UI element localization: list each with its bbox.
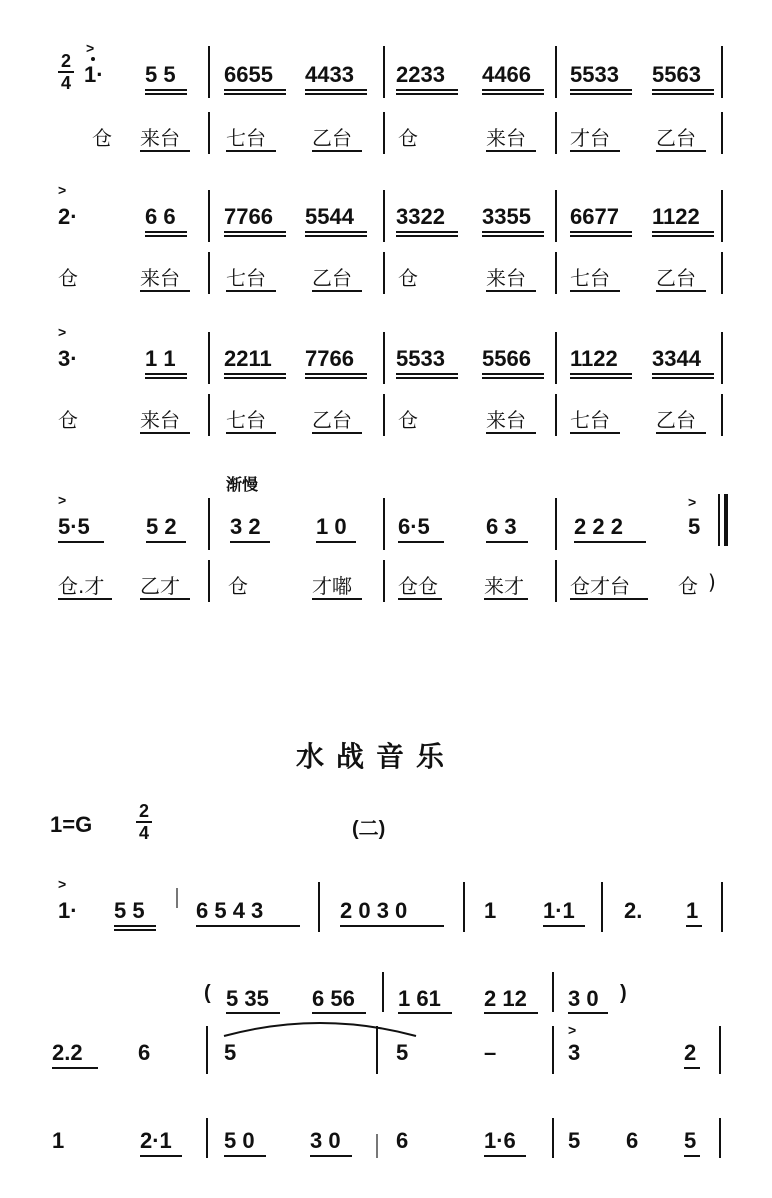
percussion: 乙台 <box>312 126 352 150</box>
time-signature <box>58 52 74 92</box>
percussion: 仓 <box>92 126 112 150</box>
percussion: 来台 <box>140 266 180 290</box>
note: 2233 <box>396 62 445 87</box>
percussion: 来台 <box>486 266 526 290</box>
note: 6677 <box>570 204 619 229</box>
key-signature: 1=G <box>50 812 93 837</box>
percussion: 乙台 <box>656 408 696 432</box>
percussion: 七台 <box>570 266 610 290</box>
note: 1·1 <box>543 898 575 923</box>
open-paren: ( <box>204 982 211 1004</box>
accent-mark: > <box>86 40 95 56</box>
note: 1·6 <box>484 1128 516 1153</box>
closing-paren: ) <box>708 570 716 594</box>
percussion: 乙才 <box>140 574 180 598</box>
percussion: 七台 <box>570 408 610 432</box>
percussion: 七台 <box>226 126 266 150</box>
note: 2 12 <box>484 986 527 1011</box>
accent-mark: > <box>58 492 67 508</box>
note: 5533 <box>570 62 619 87</box>
accent-mark: > <box>568 1022 577 1038</box>
note: 5 <box>688 514 701 539</box>
percussion: 仓 <box>398 266 418 290</box>
percussion: 七台 <box>226 266 266 290</box>
note: 2· <box>58 204 78 229</box>
percussion: 七台 <box>226 408 266 432</box>
note: 1 61 <box>398 986 441 1011</box>
note: 2211 <box>224 346 272 371</box>
section-title: 水战音乐 <box>296 740 457 773</box>
note: 6 6 <box>145 204 176 229</box>
note: 5533 <box>396 346 445 371</box>
note: 2 0 3 0 <box>340 898 408 923</box>
note: 5 <box>568 1128 581 1153</box>
percussion: 仓 <box>398 408 418 432</box>
note: 5 5 <box>145 62 176 87</box>
accent-mark: > <box>58 876 67 892</box>
note: 6655 <box>224 62 273 87</box>
close-paren: ) <box>620 982 627 1004</box>
percussion: 仓 <box>58 408 78 432</box>
note: 2. <box>624 898 643 923</box>
percussion: 仓 <box>228 574 248 598</box>
note: 1 0 <box>316 514 347 539</box>
percussion: 仓仓 <box>398 574 438 598</box>
note: 3 0 <box>310 1128 341 1153</box>
percussion: 来台 <box>486 408 526 432</box>
percussion: 仓才台 <box>570 574 630 598</box>
percussion: 乙台 <box>656 266 696 290</box>
percussion: 乙台 <box>312 408 352 432</box>
note: 3 <box>568 1040 581 1065</box>
note: 1 <box>686 898 699 923</box>
section-number: (二) <box>352 818 386 840</box>
time-sig-num: 2 <box>60 51 71 71</box>
note: 3· <box>58 346 78 371</box>
percussion: 来台 <box>140 408 180 432</box>
note: 5566 <box>482 346 531 371</box>
note: 5 <box>224 1040 237 1065</box>
slur-mark <box>220 1016 420 1040</box>
percussion: 来台 <box>486 126 526 150</box>
note: 1· <box>58 898 78 923</box>
note: 3 2 <box>230 514 261 539</box>
time-sig-den: 4 <box>60 73 71 93</box>
percussion: 仓 <box>58 266 78 290</box>
percussion: 来才 <box>484 574 524 598</box>
note: 7766 <box>305 346 354 371</box>
note: 3 0 <box>568 986 599 1011</box>
note: 5·5 <box>58 514 90 539</box>
note: 3322 <box>396 204 445 229</box>
note: 5 0 <box>224 1128 255 1153</box>
note: 1· <box>84 62 104 87</box>
dash: – <box>484 1040 497 1065</box>
note: 4433 <box>305 62 354 87</box>
accent-mark: > <box>58 182 67 198</box>
note: 2.2 <box>52 1040 83 1065</box>
percussion: 仓 <box>398 126 418 150</box>
note: 1 1 <box>145 346 176 371</box>
note: 6·5 <box>398 514 430 539</box>
note: 1122 <box>652 204 700 229</box>
percussion: 仓.才 <box>58 574 105 598</box>
note: 2·1 <box>140 1128 172 1153</box>
note: 6 5 4 3 <box>196 898 264 923</box>
percussion: 才嘟 <box>312 574 352 598</box>
note: 6 <box>626 1128 639 1153</box>
note: 5 <box>684 1128 697 1153</box>
note: 5 5 <box>114 898 145 923</box>
note: 6 3 <box>486 514 517 539</box>
note: 5 <box>396 1040 409 1065</box>
tempo-marking: 渐慢 <box>226 475 259 494</box>
note: 3344 <box>652 346 701 371</box>
note: 1 <box>484 898 497 923</box>
note: 5563 <box>652 62 701 87</box>
percussion: 乙台 <box>656 126 696 150</box>
note: 4466 <box>482 62 531 87</box>
accent-mark: > <box>58 324 67 340</box>
accent-mark: > <box>688 494 697 510</box>
percussion: 才台 <box>570 126 610 150</box>
note: 3355 <box>482 204 531 229</box>
note: 1 <box>52 1128 65 1153</box>
note: 6 <box>138 1040 151 1065</box>
note: 2 2 2 <box>574 514 623 539</box>
percussion: 来台 <box>140 126 180 150</box>
percussion: 仓 <box>678 574 698 598</box>
note: 5544 <box>305 204 354 229</box>
time-signature: 2 4 <box>136 802 152 842</box>
note: 6 56 <box>312 986 355 1011</box>
note: 7766 <box>224 204 273 229</box>
note: 1122 <box>570 346 618 371</box>
note: 6 <box>396 1128 409 1153</box>
note: 5 2 <box>146 514 177 539</box>
percussion: 乙台 <box>312 266 352 290</box>
note: 5 35 <box>226 986 269 1011</box>
note: 2 <box>684 1040 697 1065</box>
